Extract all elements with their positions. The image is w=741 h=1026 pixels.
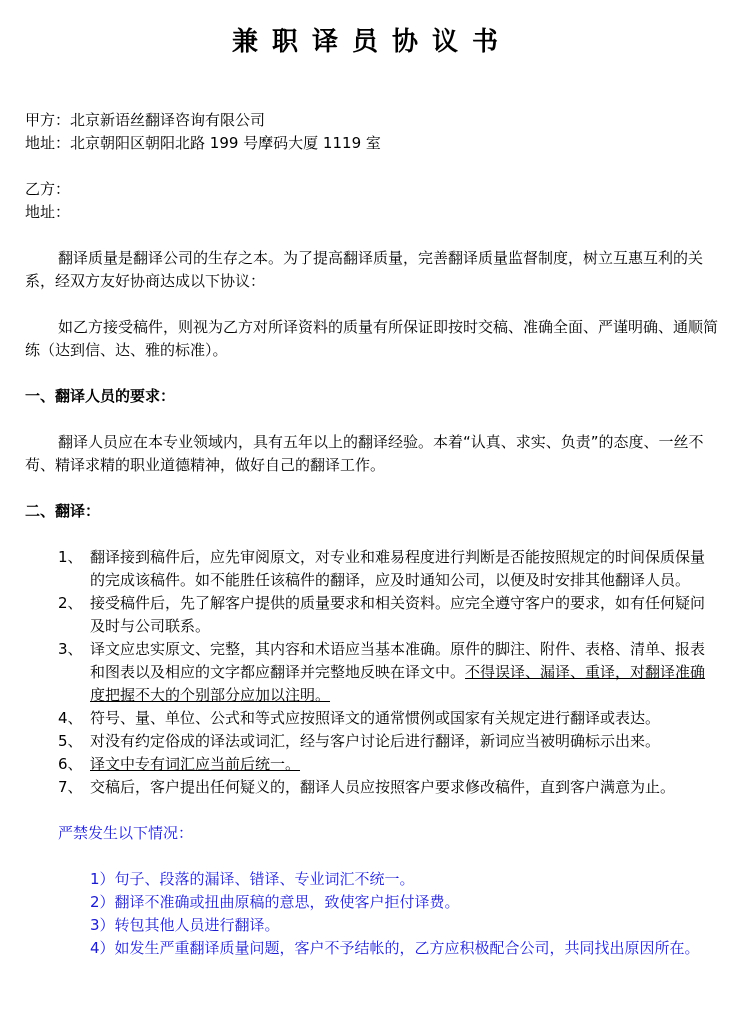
forbidden-item: 3）转包其他人员进行翻译。 bbox=[90, 916, 280, 934]
translation-rules-list bbox=[25, 546, 719, 799]
list-item-underlined-text: 译文中专有词汇应当前后统一。 bbox=[90, 755, 301, 773]
party-b-name: 乙方： bbox=[25, 180, 71, 198]
list-item bbox=[25, 753, 719, 776]
intro-paragraph-1: 翻译质量是翻译公司的生存之本。为了提高翻译质量，完善翻译质量监督制度，树立互惠互利的关系，经双方友好协商达成以下协议： bbox=[25, 249, 704, 290]
list-item-text: 对没有约定俗成的译法或词汇，经与客户讨论后进行翻译，新词应当被明确标示出来。 bbox=[90, 732, 661, 750]
party-a bbox=[25, 109, 719, 155]
list-item-number: 2、 bbox=[58, 594, 83, 612]
document-title: 兼职译员协议书 bbox=[231, 27, 512, 57]
list-item bbox=[25, 592, 719, 638]
list-item bbox=[25, 730, 719, 753]
list-item-text: 交稿后，客户提出任何疑义的，翻译人员应按照客户要求修改稿件，直到客户满意为止。 bbox=[90, 778, 676, 796]
list-item-number: 4、 bbox=[58, 709, 83, 727]
list-item-number: 7、 bbox=[58, 778, 83, 796]
section-2-title: 二、翻译： bbox=[25, 502, 101, 520]
list-item bbox=[25, 707, 719, 730]
list-item-number: 1、 bbox=[58, 548, 83, 566]
list-item-number: 6、 bbox=[58, 755, 83, 773]
list-item-number: 5、 bbox=[58, 732, 83, 750]
list-item-number: 3、 bbox=[58, 640, 83, 658]
intro-paragraph-2: 如乙方接受稿件，则视为乙方对所译资料的质量有所保证即按时交稿、准确全面、严谨明确、通顺简练（达到信、达、雅的标准）。 bbox=[25, 318, 719, 359]
forbidden-item: 4）如发生严重翻译质量问题，客户不予结帐的，乙方应积极配合公司，共同找出原因所在。 bbox=[90, 939, 700, 957]
forbidden-list bbox=[25, 868, 719, 960]
party-a-name: 甲方：北京新语丝翻译咨询有限公司 bbox=[25, 111, 266, 129]
section-1-title: 一、翻译人员的要求： bbox=[25, 387, 176, 405]
list-item-text: 译文应忠实原文、完整，其内容和术语应当基本准确。原件的脚注、附件、表格、清单、报表和图表以及相应的文字都应翻译并完整地反映在译文中。 bbox=[90, 640, 706, 681]
list-item bbox=[25, 546, 719, 592]
section-1-body: 翻译人员应在本专业领域内，具有五年以上的翻译经验。本着“认真、求实、负责”的态度、一丝不苟、精译求精的职业道德精神，做好自己的翻译工作。 bbox=[25, 433, 704, 474]
party-b-address: 地址： bbox=[25, 203, 71, 221]
forbidden-item: 1）句子、段落的漏译、错译、专业词汇不统一。 bbox=[90, 870, 415, 888]
list-item-text: 接受稿件后，先了解客户提供的质量要求和相关资料。应完全遵守客户的要求，如有任何疑问及时与公司联系。 bbox=[90, 594, 706, 635]
list-item-underlined-text: 不得误译、漏译、重译，对翻译准确度把握不大的个别部分应加以注明。 bbox=[90, 663, 706, 704]
list-item-text: 翻译接到稿件后，应先审阅原文，对专业和难易程度进行判断是否能按照规定的时间保质保量的完成该稿件。如不能胜任该稿件的翻译，应及时通知公司，以便及时安排其他翻译人员。 bbox=[90, 548, 706, 589]
party-a-address: 地址：北京朝阳区朝阳北路 199 号摩码大厦 1119 室 bbox=[25, 134, 381, 152]
forbidden-title: 严禁发生以下情况： bbox=[58, 824, 194, 842]
forbidden-item: 2）翻译不准确或扭曲原稿的意思，致使客户拒付译费。 bbox=[90, 893, 460, 911]
list-item bbox=[25, 776, 719, 799]
list-item bbox=[25, 638, 719, 707]
list-item-text: 符号、量、单位、公式和等式应按照译文的通常惯例或国家有关规定进行翻译或表达。 bbox=[90, 709, 661, 727]
party-b bbox=[25, 178, 719, 224]
